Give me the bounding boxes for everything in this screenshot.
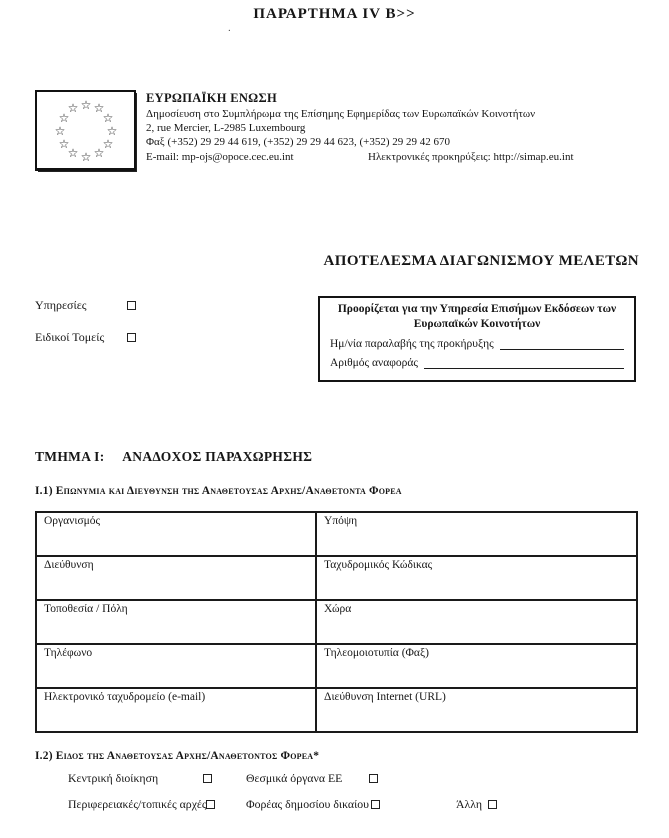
section1-title: ΑΝΑΔΟΧΟΣ ΠΑΡΑΧΩΡΗΣΗΣ [122, 449, 313, 464]
enotices-line: Ηλεκτρονικές προκηρύξεις: http://simap.eu.int [368, 151, 574, 164]
central-admin-checkbox[interactable] [203, 774, 212, 783]
field-cell-telephone[interactable] [36, 644, 316, 688]
field-label: Ταχυδρομικός Κώδικας [324, 559, 433, 571]
receipt-date-input-line[interactable] [500, 337, 624, 350]
eu-header-block [146, 90, 644, 164]
table-row [36, 644, 637, 688]
star-icon: ☆ [67, 101, 79, 115]
table-row [36, 688, 637, 732]
page-title: ΠΑΡΑΡΤΗΜΑ IV B>> [253, 6, 416, 22]
public-law-body-label: Φορέας δημοσίου δικαίου [246, 797, 370, 811]
subsection-i2-heading: I.2) Ειδος της Αναθετουσας Αρχης/Αναθετοντος Φορεα* [35, 750, 320, 762]
reference-number-label: Αριθμός αναφοράς [330, 357, 418, 369]
field-cell-postal-code[interactable] [316, 556, 637, 600]
star-icon: ☆ [106, 124, 118, 138]
field-cell-town[interactable] [36, 600, 316, 644]
field-cell-attention[interactable] [316, 512, 637, 556]
services-label: Υπηρεσίες [35, 298, 87, 312]
field-cell-organisation[interactable] [36, 512, 316, 556]
star-icon: ☆ [80, 150, 92, 164]
star-icon: ☆ [67, 146, 79, 160]
central-admin-label: Κεντρική διοίκηση [68, 771, 159, 785]
field-cell-email[interactable] [36, 688, 316, 732]
field-label: Διεύθυνση Internet (URL) [324, 691, 446, 703]
publications-office-box [318, 296, 636, 382]
section1-heading [35, 449, 312, 465]
eu-institutions-checkbox[interactable] [369, 774, 378, 783]
field-label: Χώρα [324, 603, 352, 615]
star-icon: ☆ [80, 98, 92, 112]
field-label: Τηλεομοιοτυπία (Φαξ) [324, 647, 429, 659]
star-icon: ☆ [58, 137, 70, 151]
fax-line: Φαξ (+352) 29 29 44 619, (+352) 29 29 44 623, (+352) 29 29 42 670 [146, 136, 451, 149]
star-icon: ☆ [102, 137, 114, 151]
star-icon: ☆ [93, 146, 105, 160]
section1-number: ΤΜΗΜΑ I: [35, 449, 105, 464]
field-cell-url[interactable] [316, 688, 637, 732]
special-sectors-label: Ειδικοί Τομείς [35, 330, 105, 344]
field-cell-address[interactable] [36, 556, 316, 600]
subsection-i1-heading: I.1) Επωνυμια και Διευθυνση της Αναθετουσας Αρχης/Αναθετοντα Φορεα [35, 485, 402, 497]
authority-address-table [35, 511, 638, 733]
table-row [36, 556, 637, 600]
receipt-date-label: Ημ/νία παραλαβής της προκήρυξης [330, 338, 494, 350]
regional-authorities-checkbox[interactable] [206, 800, 215, 809]
field-label: Τηλέφωνο [44, 647, 93, 659]
field-label: Τοποθεσία / Πόλη [44, 603, 128, 615]
publication-line: Δημοσίευση στο Συμπλήρωμα της Επίσημης Εφημερίδας των Ευρωπαϊκών Κοινοτήτων [146, 108, 536, 120]
reference-number-input-line[interactable] [424, 356, 624, 369]
eu-flag-icon [35, 90, 136, 171]
public-law-body-checkbox[interactable] [371, 800, 380, 809]
special-sectors-checkbox[interactable] [127, 333, 136, 342]
star-icon: ☆ [93, 101, 105, 115]
field-cell-fax[interactable] [316, 644, 637, 688]
email-line: E-mail: mp-ojs@opoce.cec.eu.int [146, 151, 294, 164]
services-checkbox[interactable] [127, 301, 136, 310]
field-label: Διεύθυνση [44, 559, 94, 571]
star-icon: ☆ [102, 111, 114, 125]
eu-institutions-label: Θεσμικά όργανα ΕΕ [246, 771, 343, 785]
field-label: Υπόψη [324, 515, 358, 527]
field-label: Οργανισμός [44, 515, 101, 527]
regional-authorities-label: Περιφερειακές/τοπικές αρχές [68, 797, 207, 811]
star-icon: ☆ [58, 111, 70, 125]
field-cell-country[interactable] [316, 600, 637, 644]
office-box-title-line1: Προορίζεται για την Υπηρεσία Επισήμων Εκδόσεων των [337, 303, 617, 315]
address-line: 2, rue Mercier, L-2985 Luxembourg [146, 122, 306, 135]
notice-heading: ΑΠΟΤΕΛΕΣΜΑ ΔΙΑΓΩΝΙΣΜΟΥ ΜΕΛΕΤΩΝ [323, 253, 639, 269]
table-row [36, 600, 637, 644]
star-icon: ☆ [54, 124, 66, 138]
office-box-title-line2: Ευρωπαϊκών Κοινοτήτων [413, 317, 541, 330]
eu-union-name: ΕΥΡΩΠΑΪΚΗ ΕΝΩΣΗ [146, 91, 277, 105]
other-authority-checkbox[interactable] [488, 800, 497, 809]
field-label: Ηλεκτρονικό ταχυδρομείο (e-mail) [44, 691, 206, 703]
scan-artifact-dot: . [228, 22, 231, 34]
other-authority-label: Άλλη [456, 797, 483, 811]
table-row [36, 512, 637, 556]
